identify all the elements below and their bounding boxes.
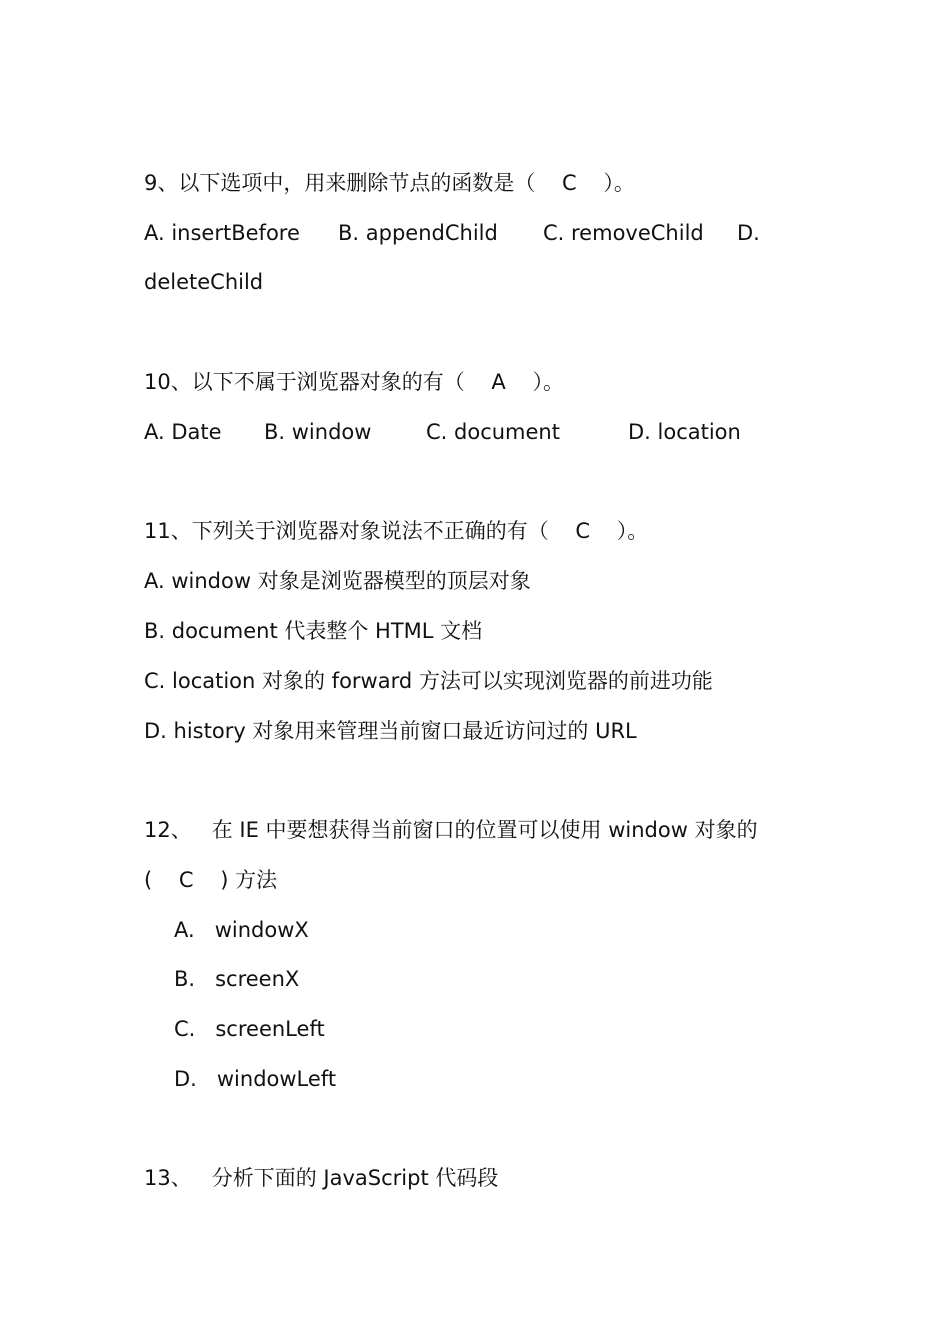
question-10-option-b: B. window <box>264 420 372 444</box>
question-9-option-b: B. appendChild <box>338 221 498 245</box>
question-12-stem-continued: ( C ) 方法 <box>144 868 278 892</box>
question-9-option-d-continued: deleteChild <box>144 270 264 294</box>
question-12-option-d: D. windowLeft <box>174 1067 337 1091</box>
question-10-option-a: A. Date <box>144 420 222 444</box>
question-9-option-d: D. <box>737 221 760 245</box>
question-9-stem: 9、以下选项中，用来删除节点的函数是（ C ）。 <box>144 171 635 195</box>
question-12-option-c: C. screenLeft <box>174 1017 325 1041</box>
question-10-option-c: C. document <box>426 420 560 444</box>
question-11-option-c: C. location 对象的 forward 方法可以实现浏览器的前进功能 <box>144 669 713 693</box>
question-12-option-b: B. screenX <box>174 967 300 991</box>
question-10-option-d: D. location <box>628 420 741 444</box>
question-13-stem: 13、 分析下面的 JavaScript 代码段 <box>144 1166 499 1190</box>
question-9-option-c: C. removeChild <box>543 221 704 245</box>
question-12-option-a: A. windowX <box>174 918 309 942</box>
question-11-stem: 11、下列关于浏览器对象说法不正确的有（ C ）。 <box>144 519 649 543</box>
question-11-option-b: B. document 代表整个 HTML 文档 <box>144 619 483 643</box>
question-11-option-d: D. history 对象用来管理当前窗口最近访问过的 URL <box>144 719 637 743</box>
question-12-stem: 12、 在 IE 中要想获得当前窗口的位置可以使用 window 对象的 <box>144 818 758 842</box>
question-9-option-a: A. insertBefore <box>144 221 300 245</box>
question-10-stem: 10、以下不属于浏览器对象的有（ A ）。 <box>144 370 564 394</box>
question-11-option-a: A. window 对象是浏览器模型的顶层对象 <box>144 569 531 593</box>
